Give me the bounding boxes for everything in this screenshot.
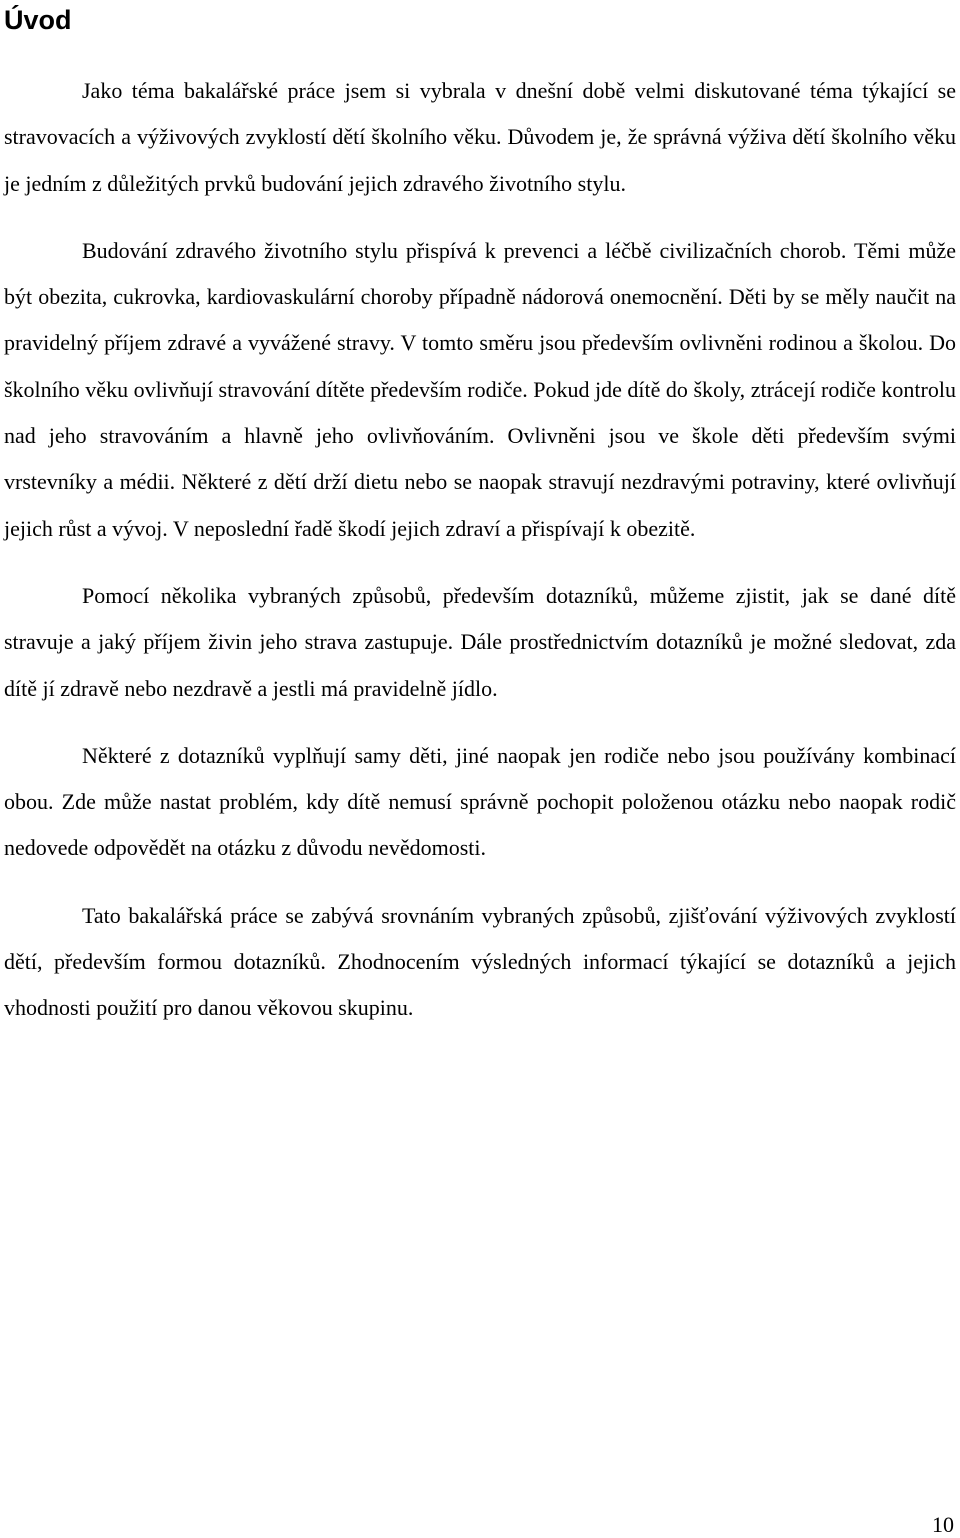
paragraph-thesis-aim: Tato bakalářská práce se zabývá srovnáním vybraných způsobů, zjišťování výživových zvyklostí dětí, především formou dotazníků. Zhodnocením výsledných informací týkající se dotazníků a jejich vhodnosti použití pro danou věkovou skupinu.: [4, 902, 956, 1021]
paragraph-intro: Jako téma bakalářské práce jsem si vybrala v dnešní době velmi diskutované téma týkající se stravovacích a výživových zvyklostí dětí školního věku. Důvodem je, že správná výživa dětí školního věku je jedním z důležitých prvků budování jejich zdravého životního stylu.: [4, 78, 956, 196]
body-text: [4, 68, 956, 1032]
paragraph-questionnaires: Některé z dotazníků vyplňují samy děti, jiné naopak jen rodiče nebo jsou používány kombinací obou. Zde může nastat problém, kdy dítě nemusí správně pochopit položenou otázku nebo naopak rodič nedovede odpovědět na otázku z důvodu nevědomosti.: [4, 742, 956, 861]
section-heading: Úvod: [4, 5, 72, 35]
page-number: 10: [932, 1512, 954, 1537]
paragraph-methods: Pomocí několika vybraných způsobů, především dotazníků, můžeme zjistit, jak se dané dítě stravuje a jaký příjem živin jeho strava zastupuje. Dále prostřednictvím dotazníků je možné sledovat, zda dítě jí zdravě nebo nezdravě a jestli má pravidelně jídlo.: [4, 582, 956, 701]
paragraph-lifestyle: Budování zdravého životního stylu přispívá k prevenci a léčbě civilizačních chorob. Těmi může být obezita, cukrovka, kardiovaskulární choroby případně nádorová onemocnění. Děti by se měly naučit na pravidelný příjem zdravé a vyvážené stravy. V tomto směru jsou především ovlivněni rodinou a školou. Do školního věku ovlivňují stravování dítěte především rodiče. Pokud jde dítě do školy, ztrácejí rodiče kontrolu nad jeho stravováním a hlavně jeho ovlivňováním. Ovlivněni jsou ve škole děti především svými vrstevníky a médii. Některé z dětí drží dietu nebo se naopak stravují nezdravými potraviny, které ovlivňují jejich růst a vývoj. V neposlední řadě škodí jejich zdraví a přispívají k obezitě.: [4, 237, 956, 541]
